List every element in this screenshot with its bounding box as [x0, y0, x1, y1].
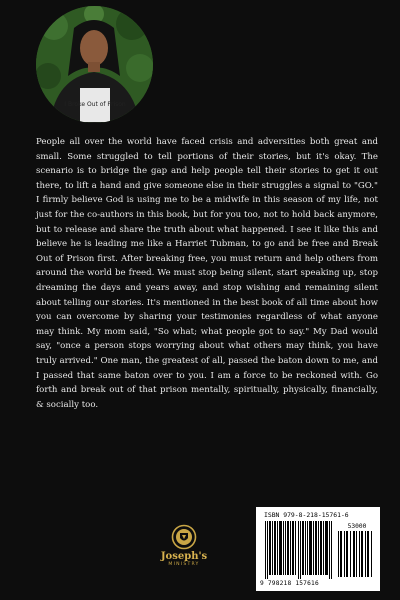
back-cover-blurb: People all over the world have faced crisis and adversities both great and small. Some struggled to tell portions of their stories, but it's okay. The scenario is to bridge the gap and help people tell their stories to get it out there, to lift a hand and give someone else in their struggles a signal to "GO." I firmly believe God is using me to be a midwife in this season of my life, not just for the co-authors in this book, but for you too, not to hold back anymore, but to release and share the truth about what happened. I see it like this and believe he is leading me like a Harriet Tubman, to go and be free and Break Out of Prison first. After breaking free, you must return and help others from around the world be freed. We must stop being silent, start speaking up, stop dreaming the days and years away, and stop wishing and remaining silent about telling our stories. It's mentioned in the best book of all time about how you can overcome by sharing your testimonies regardless of what anyone may think. My mom said, "So what; what people got to say." My Dad would say, "once a person stops worrying about what others may think, you have truly arrived." One man, the greatest of all, passed the baton down to me, and I passed that same baton over to you. I am a force to be reckoned with. Go forth and break out of that prison mentally, spiritually, physically, financially, & socially too. [36, 137, 378, 410]
isbn-barcode [256, 507, 380, 591]
isbn-label: ISBN 979-8-218-15761-6 [264, 511, 349, 519]
publisher-logo [158, 524, 210, 567]
crest-icon [171, 524, 197, 550]
shirt-text: I Broke Out of Prison [64, 101, 126, 108]
author-photo-image [36, 6, 153, 123]
ean-digits: 9 798218 157616 [260, 580, 319, 587]
ean-barcode [264, 521, 334, 579]
addon-digits: 53000 [347, 523, 367, 530]
publisher-subtitle: MINISTRY [168, 562, 200, 567]
author-photo [36, 6, 153, 123]
publisher-name: Joseph's [160, 551, 208, 562]
